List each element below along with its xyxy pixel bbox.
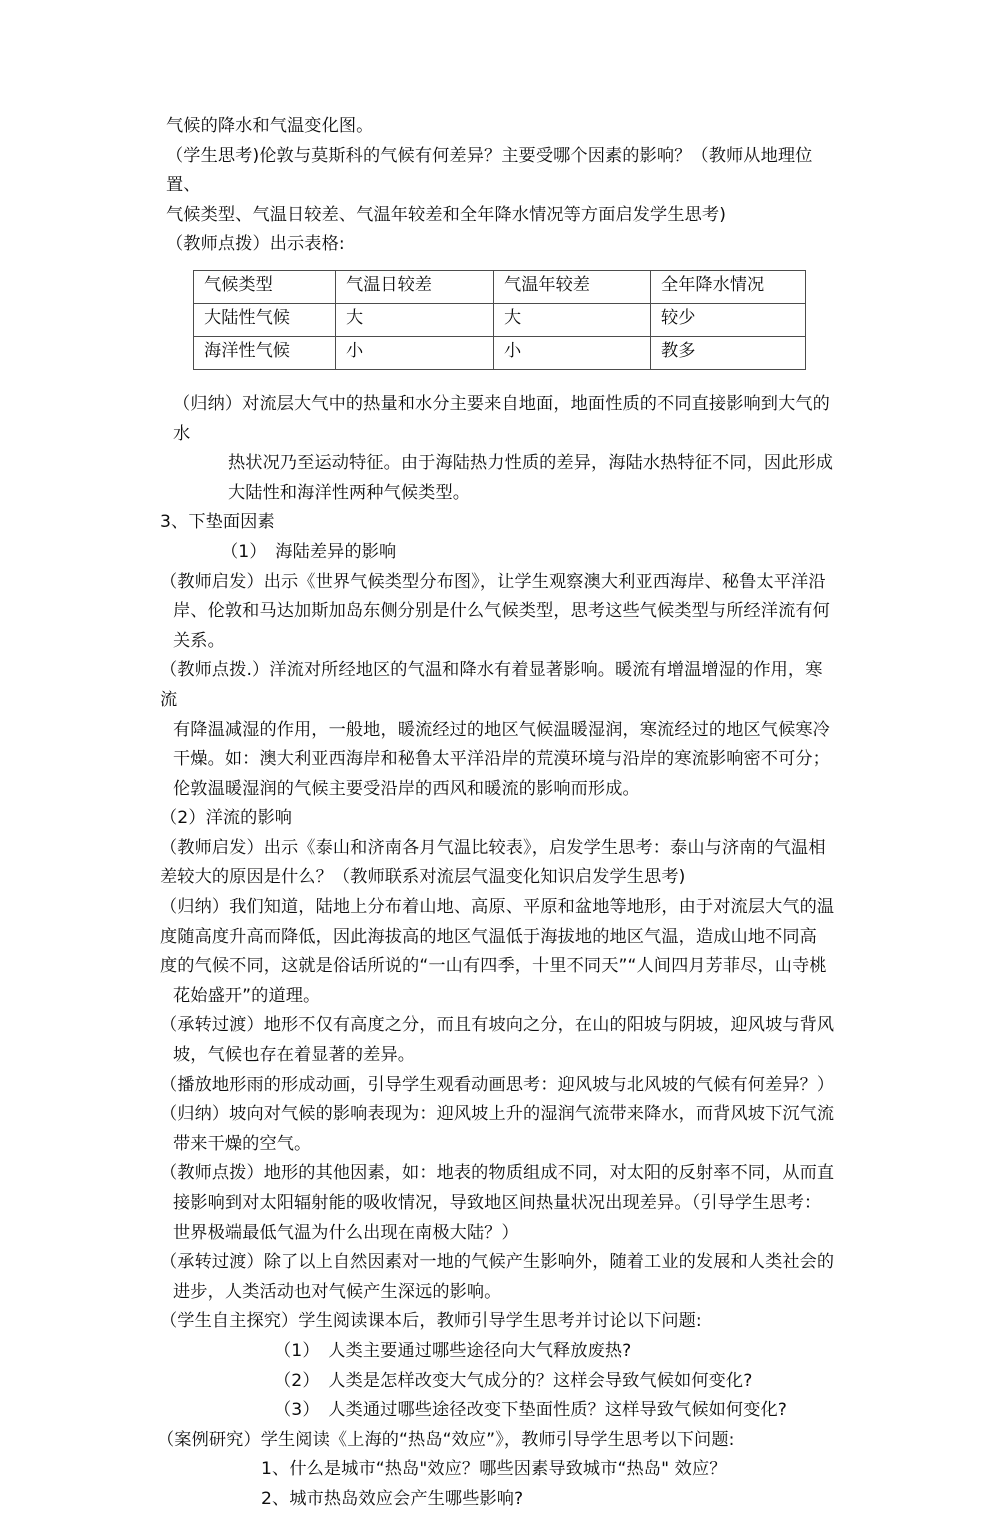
table-cell: 较少 bbox=[651, 303, 806, 336]
paragraph-line: （学生思考)伦敦与莫斯科的气候有何差异？主要受哪个因素的影响？（教师从地理位置、 bbox=[166, 145, 813, 196]
paragraph-line: 带来干燥的空气。 bbox=[173, 1133, 312, 1154]
paragraph-line: 度随高度升高而降低，因此海拔高的地区气温低于海拔地的地区气温，造成山地不同高 bbox=[160, 926, 817, 947]
table-row bbox=[194, 303, 806, 336]
climate-type-table bbox=[193, 270, 806, 370]
paragraph-line: （归纳）我们知道，陆地上分布着山地、高原、平原和盆地等地形，由于对流层大气的温 bbox=[160, 897, 835, 918]
table-cell: 大 bbox=[494, 303, 651, 336]
paragraph-line: （播放地形雨的形成动画，引导学生观看动画思考：迎风坡与北风坡的气候有何差异？） bbox=[160, 1074, 835, 1095]
paragraph-line: 坡，气候也存在着显著的差异。 bbox=[173, 1045, 416, 1066]
table-header-cell: 气温日较差 bbox=[336, 270, 494, 303]
paragraph-line: 大陆性和海洋性两种气候类型。 bbox=[228, 482, 471, 503]
paragraph-line: （承转过渡）地形不仅有高度之分，而且有坡向之分，在山的阳坡与阴坡，迎风坡与背风 bbox=[160, 1015, 835, 1036]
paragraph-line: 差较大的原因是什么？（教师联系对流层气温变化知识启发学生思考) bbox=[160, 867, 686, 888]
paragraph-line: 气候的降水和气温变化图。 bbox=[166, 116, 374, 136]
paragraph-line: （归纳）对流层大气中的热量和水分主要来自地面，地面性质的不同直接影响到大气的水 bbox=[173, 393, 830, 444]
paragraph-line: 世界极端最低气温为什么出现在南极大陆？） bbox=[173, 1222, 519, 1243]
table-cell: 大 bbox=[336, 303, 494, 336]
section-heading: 3、下垫面因素 bbox=[160, 512, 275, 533]
paragraph-line: 接影响到对太阳辐射能的吸收情况，导致地区间热量状况出现差异。（引导学生思考： bbox=[173, 1193, 822, 1213]
paragraph-line: 伦敦温暖湿润的气候主要受沿岸的西风和暖流的影响而形成。 bbox=[173, 778, 640, 799]
paragraph-line: 有降温减湿的作用，一般地，暖流经过的地区气候温暖湿润，寒流经过的地区气候寒冷 bbox=[173, 719, 830, 740]
paragraph-line: 干燥。如：澳大利亚西海岸和秘鲁太平洋沿岸的荒漠环境与沿岸的寒流影响密不可分； bbox=[173, 749, 830, 770]
spacer bbox=[166, 260, 838, 270]
paragraph-line: （教师启发）出示《世界气候类型分布图》，让学生观察澳大利亚西海岸、秘鲁太平洋沿 bbox=[160, 571, 826, 592]
question-item: （1） 人类主要通过哪些途径向大气释放废热? bbox=[274, 1340, 632, 1361]
table-row bbox=[194, 336, 806, 369]
paragraph-line: 进步，人类活动也对气候产生深远的影响。 bbox=[173, 1281, 502, 1302]
table-cell: 海洋性气候 bbox=[194, 336, 336, 369]
paragraph-line: （教师点拨）出示表格: bbox=[166, 234, 345, 255]
table-cell: 小 bbox=[336, 336, 494, 369]
subsection-heading: （1） 海陆差异的影响 bbox=[221, 541, 397, 562]
paragraph-line: （教师启发）出示《泰山和济南各月气温比较表》，启发学生思考：泰山与济南的气温相 bbox=[160, 837, 826, 858]
case-question-item: 2、城市热岛效应会产生哪些影响? bbox=[261, 1488, 524, 1509]
paragraph-line: 岸、伦敦和马达加斯加岛东侧分别是什么气候类型，思考这些气候类型与所经洋流有何 bbox=[173, 601, 830, 622]
table-cell: 教多 bbox=[651, 336, 806, 369]
subsection-heading: （2）洋流的影响 bbox=[160, 808, 293, 829]
table-header-row bbox=[194, 270, 806, 303]
paragraph-line: 气候类型、气温日较差、气温年较差和全年降水情况等方面启发学生思考) bbox=[166, 204, 727, 225]
paragraph-line: （学生自主探究）学生阅读课本后，教师引导学生思考并讨论以下问题: bbox=[160, 1311, 702, 1332]
paragraph-line: （案例研究）学生阅读《上海的“热岛“效应”》，教师引导学生思考以下问题: bbox=[157, 1429, 735, 1450]
table-header-cell: 气候类型 bbox=[194, 270, 336, 303]
document-body bbox=[157, 112, 838, 1515]
paragraph-line: 关系。 bbox=[173, 630, 225, 651]
table-header-cell: 全年降水情况 bbox=[651, 270, 806, 303]
paragraph-line: 花始盛开”的道理。 bbox=[173, 985, 321, 1006]
paragraph-line: 度的气候不同，这就是俗话所说的“一山有四季，十里不同天”“人间四月芳菲尽，山寺桃 bbox=[160, 956, 827, 977]
question-item: （3） 人类通过哪些途径改变下垫面性质？这样导致气候如何变化? bbox=[274, 1400, 787, 1421]
paragraph-line: （教师点拨.）洋流对所经地区的气温和降水有着显著影响。暖流有增温增湿的作用，寒流 bbox=[160, 660, 823, 710]
case-question-item: 1、什么是城市“热岛"效应？哪些因素导致城市“热岛" 效应？ bbox=[261, 1459, 727, 1480]
paragraph-line: （承转过渡）除了以上自然因素对一地的气候产生影响外，随着工业的发展和人类社会的 bbox=[160, 1252, 835, 1273]
question-item: （2） 人类是怎样改变大气成分的？这样会导致气候如何变化? bbox=[274, 1370, 753, 1391]
spacer bbox=[166, 370, 838, 390]
paragraph-line: （教师点拨）地形的其他因素，如：地表的物质组成不同，对太阳的反射率不同，从而直 bbox=[160, 1163, 835, 1184]
paragraph-line: （归纳）坡向对气候的影响表现为：迎风坡上升的湿润气流带来降水，而背风坡下沉气流 bbox=[160, 1104, 835, 1125]
table-cell: 大陆性气候 bbox=[194, 303, 336, 336]
paragraph-line: 热状况乃至运动特征。由于海陆热力性质的差异，海陆水热特征不同，因此形成 bbox=[228, 453, 834, 474]
table-cell: 小 bbox=[494, 336, 651, 369]
table-header-cell: 气温年较差 bbox=[494, 270, 651, 303]
